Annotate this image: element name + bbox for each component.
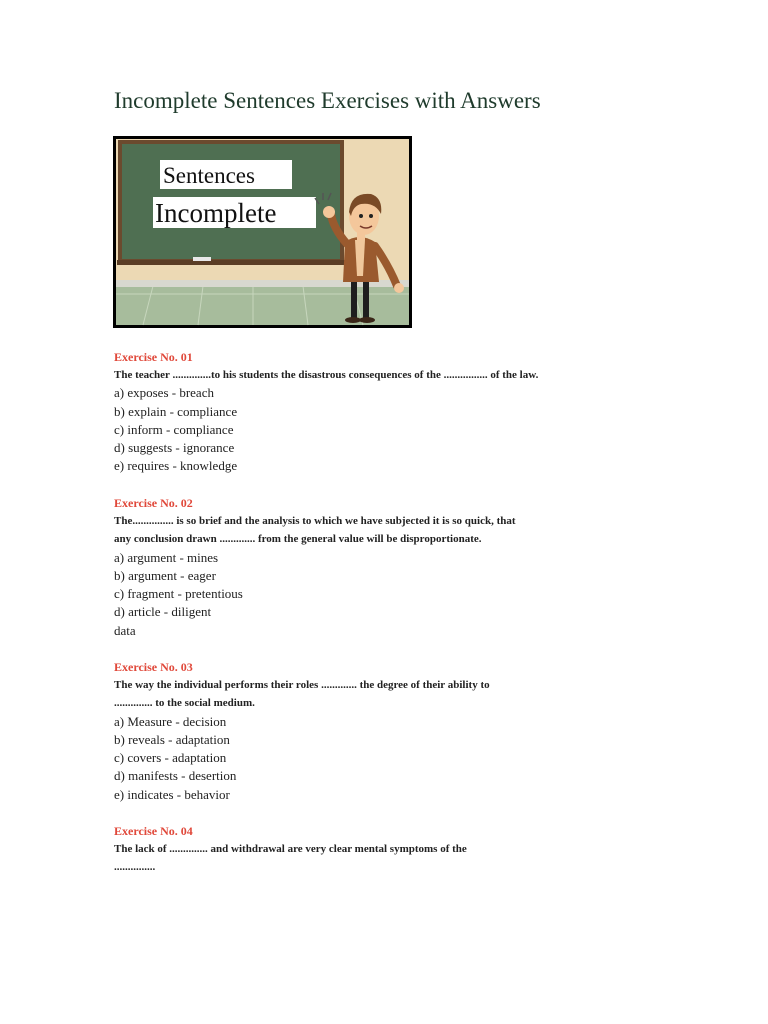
answer-option: a) Measure - decision bbox=[114, 713, 227, 729]
exercise-heading: Exercise No. 02 bbox=[114, 496, 193, 510]
exercise-question: The lack of .............. and withdrawal are very clear mental symptoms of the bbox=[114, 843, 467, 855]
answer-option: d) suggests - ignorance bbox=[114, 440, 235, 456]
hero-label-incomplete: Incomplete bbox=[155, 198, 277, 228]
answer-option: c) inform - compliance bbox=[114, 421, 234, 437]
hero-label-sentences: Sentences bbox=[163, 163, 255, 188]
answer-option: a) exposes - breach bbox=[114, 385, 214, 401]
answer-option: a) argument - mines bbox=[114, 549, 219, 565]
answer-option: c) covers - adaptation bbox=[114, 750, 227, 766]
exercise-question: The teacher ..............to his students the disastrous consequences of the ................ of the law. bbox=[114, 369, 539, 381]
exercise-heading: Exercise No. 01 bbox=[114, 350, 193, 364]
exercise-3 bbox=[114, 658, 574, 804]
answer-option: d) article - diligent bbox=[114, 604, 212, 620]
exercise-question: ............... bbox=[114, 861, 156, 874]
exercise-heading: Exercise No. 04 bbox=[114, 824, 193, 838]
answer-option: data bbox=[114, 622, 136, 638]
hero-image bbox=[113, 136, 412, 328]
exercise-question: The way the individual performs their roles ............. the degree of their ability to bbox=[114, 679, 490, 691]
exercise-heading: Exercise No. 03 bbox=[114, 660, 193, 674]
answer-option: d) manifests - desertion bbox=[114, 768, 237, 784]
exercise-question: .............. to the social medium. bbox=[114, 697, 255, 710]
exercise-1 bbox=[114, 348, 574, 476]
answer-option: e) requires - knowledge bbox=[114, 458, 238, 474]
exercise-question: any conclusion drawn ............. from the general value will be disproportionate. bbox=[114, 533, 482, 546]
answer-option: b) reveals - adaptation bbox=[114, 731, 230, 747]
answer-option: e) indicates - behavior bbox=[114, 786, 230, 802]
exercise-question: The............... is so brief and the analysis to which we have subjected it is so quick, that bbox=[114, 515, 516, 527]
exercise-2 bbox=[114, 494, 574, 640]
exercise-4 bbox=[114, 822, 574, 877]
answer-option: c) fragment - pretentious bbox=[114, 586, 243, 602]
answer-option: b) argument - eager bbox=[114, 567, 216, 583]
page-title: Incomplete Sentences Exercises with Answers bbox=[114, 88, 541, 113]
answer-option: b) explain - compliance bbox=[114, 403, 238, 419]
